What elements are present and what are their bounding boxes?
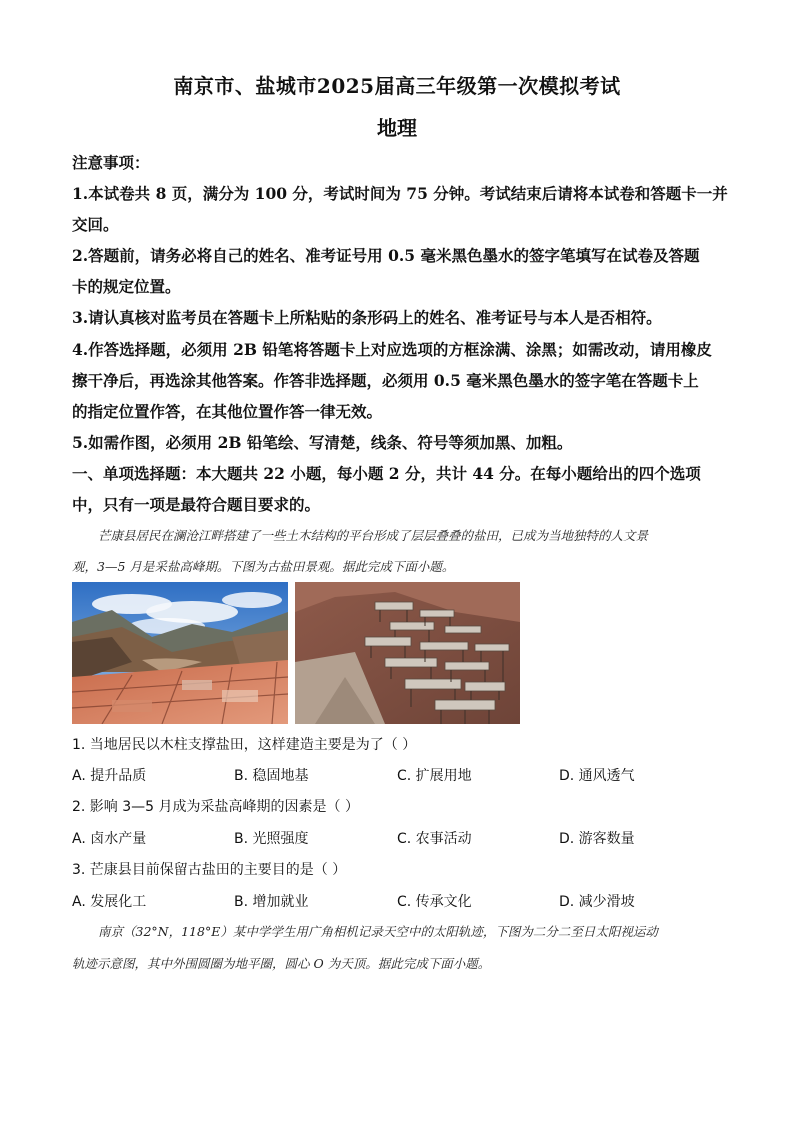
passage-line: 南京（32°N，118°E）某中学学生用广角相机记录天空中的太阳轨迹，下图为二分二至日太阳视运动 bbox=[98, 924, 658, 939]
notes-line: 2.答题前，请务必将自己的姓名、准考证号用 0.5 毫米黑色墨水的签字笔填写在试卷及答题 bbox=[72, 246, 700, 265]
option-a[interactable]: A. 发展化工 bbox=[72, 894, 147, 910]
notes-line: 4.作答选择题，必须用 2B 铅笔将答题卡上对应选项的方框涂满、涂黑；如需改动，请用橡皮 bbox=[72, 340, 712, 359]
notes-line: 卡的规定位置。 bbox=[72, 277, 181, 296]
notes-line: 的指定位置作答，在其他位置作答一律无效。 bbox=[72, 402, 383, 421]
notes-heading: 注意事项： bbox=[72, 153, 150, 172]
option-b[interactable]: B. 稳固地基 bbox=[234, 768, 309, 784]
question-3-options bbox=[72, 891, 732, 911]
question-1-stem: 1. 当地居民以木柱支撑盐田，这样建造主要是为了（ ） bbox=[72, 737, 417, 753]
salt-field-photo-left bbox=[72, 582, 288, 724]
passage-line: 轨迹示意图，其中外围圆圈为地平圈，圆心 O 为天顶。据此完成下面小题。 bbox=[72, 956, 491, 971]
salt-field-landscape-image bbox=[72, 582, 288, 724]
section-heading: 中，只有一项是最符合题目要求的。 bbox=[72, 495, 321, 514]
question-1-options bbox=[72, 765, 732, 785]
option-d[interactable]: D. 减少滑坡 bbox=[559, 894, 635, 910]
passage-line: 芒康县居民在澜沧江畔搭建了一些土木结构的平台形成了层层叠叠的盐田，已成为当地独特的人文景 bbox=[98, 528, 649, 543]
wooden-salt-terraces-image bbox=[295, 582, 520, 724]
option-a[interactable]: A. 提升品质 bbox=[72, 768, 147, 784]
option-b[interactable]: B. 增加就业 bbox=[234, 894, 309, 910]
section-heading: 一、单项选择题：本大题共 22 小题，每小题 2 分，共计 44 分。在每小题给出的四个选项 bbox=[72, 464, 701, 483]
option-b[interactable]: B. 光照强度 bbox=[234, 831, 309, 847]
question-3-stem: 3. 芒康县目前保留古盐田的主要目的是（ ） bbox=[72, 862, 347, 878]
salt-field-photo-right bbox=[295, 582, 520, 724]
option-c[interactable]: C. 扩展用地 bbox=[397, 768, 472, 784]
option-c[interactable]: C. 传承文化 bbox=[397, 894, 472, 910]
notes-line: 5.如需作图，必须用 2B 铅笔绘、写清楚，线条、符号等须加黑、加粗。 bbox=[72, 433, 573, 452]
option-d[interactable]: D. 游客数量 bbox=[559, 831, 635, 847]
exam-subject: 地理 bbox=[377, 116, 417, 140]
notes-line: 3.请认真核对监考员在答题卡上所粘贴的条形码上的姓名、准考证号与本人是否相符。 bbox=[72, 308, 662, 327]
exam-title: 南京市、盐城市2025届高三年级第一次模拟考试 bbox=[173, 74, 621, 98]
passage-line: 观，3—5 月是采盐高峰期。下图为古盐田景观。据此完成下面小题。 bbox=[72, 559, 455, 574]
question-2-options bbox=[72, 828, 732, 848]
option-a[interactable]: A. 卤水产量 bbox=[72, 831, 147, 847]
question-2-stem: 2. 影响 3—5 月成为采盐高峰期的因素是（ ） bbox=[72, 799, 359, 815]
notes-line: 1.本试卷共 8 页，满分为 100 分，考试时间为 75 分钟。考试结束后请将本试卷和答题卡一并 bbox=[72, 184, 728, 203]
notes-line: 擦干净后，再选涂其他答案。作答非选择题，必须用 0.5 毫米黑色墨水的签字笔在答题卡上 bbox=[72, 371, 699, 390]
option-c[interactable]: C. 农事活动 bbox=[397, 831, 472, 847]
option-d[interactable]: D. 通风透气 bbox=[559, 768, 635, 784]
notes-line: 交回。 bbox=[72, 215, 119, 234]
